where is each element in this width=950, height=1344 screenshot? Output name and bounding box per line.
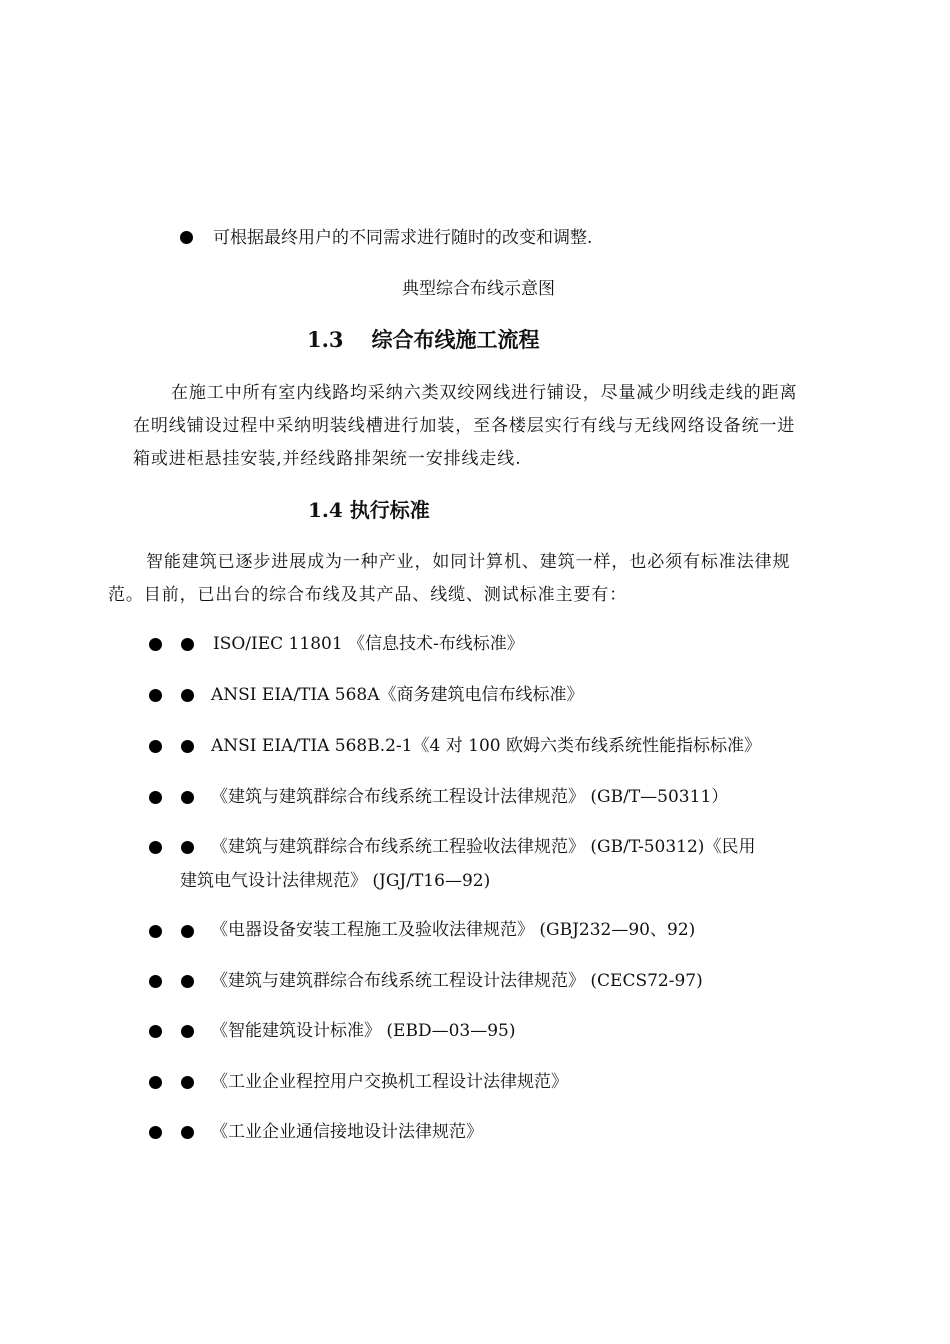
bullet-icon xyxy=(149,689,162,702)
bullet-icon xyxy=(181,638,194,651)
bullet-icon xyxy=(149,791,162,804)
bullet-icon xyxy=(149,975,162,988)
list-item-text: 《工业企业通信接地设计法律规范》 xyxy=(211,1122,483,1142)
bullet-icon xyxy=(149,1025,162,1038)
list-item-text: 《建筑与建筑群综合布线系统工程验收法律规范》 (GB/T-50312)《民用 xyxy=(211,837,756,857)
section-1-4-heading: 1.4 执行标准 xyxy=(308,498,430,522)
section-title: 综合布线施工流程 xyxy=(371,327,540,352)
bullet-icon xyxy=(149,740,162,753)
paragraph-line: 智能建筑已逐步进展成为一种产业，如同计算机、建筑一样，也必须有标准法律规 xyxy=(146,552,791,572)
list-item-text: 《智能建筑设计标准》 (EBD—03—95) xyxy=(211,1021,516,1041)
bullet-icon xyxy=(180,231,193,244)
top-bullet-text: 可根据最终用户的不同需求进行随时的改变和调整. xyxy=(213,228,593,248)
bullet-icon xyxy=(181,1025,194,1038)
bullet-icon xyxy=(181,975,194,988)
bullet-icon xyxy=(181,740,194,753)
bullet-icon xyxy=(149,1126,162,1139)
bullet-icon xyxy=(181,841,194,854)
paragraph-line: 在施工中所有室内线路均采纳六类双绞网线进行铺设，尽量减少明线走线的距离 xyxy=(171,383,798,403)
list-item-text: 《电器设备安装工程施工及验收法律规范》 (GBJ232—90、92) xyxy=(211,920,696,940)
section-1-3-heading xyxy=(307,326,540,354)
list-item-text: ISO/IEC 11801 《信息技术-布线标准》 xyxy=(213,634,524,654)
bullet-icon xyxy=(181,925,194,938)
list-item-text: 《建筑与建筑群综合布线系统工程设计法律规范》 (CECS72-97) xyxy=(211,971,703,991)
bullet-icon xyxy=(181,1076,194,1089)
list-item-text: 《工业企业程控用户交换机工程设计法律规范》 xyxy=(211,1072,568,1092)
paragraph-line: 范。目前，已出台的综合布线及其产品、线缆、测试标准主要有： xyxy=(108,585,628,605)
figure-caption: 典型综合布线示意图 xyxy=(402,279,555,299)
list-item-text: ANSI EIA/TIA 568A《商务建筑电信布线标准》 xyxy=(211,685,584,705)
list-item-text: ANSI EIA/TIA 568B.2-1《4 对 100 欧姆六类布线系统性能指标标准》 xyxy=(211,736,761,756)
paragraph-line: 箱或进柜悬挂安装,并经线路排架统一安排线走线. xyxy=(133,449,522,469)
list-item-text-continuation: 建筑电气设计法律规范》 (JGJ/T16—92) xyxy=(180,871,491,891)
section-1-3-paragraph xyxy=(133,377,798,476)
section-1-4-paragraph xyxy=(108,546,790,612)
section-number: 1.3 xyxy=(307,327,344,352)
bullet-icon xyxy=(149,925,162,938)
bullet-icon xyxy=(149,1076,162,1089)
list-item-text: 《建筑与建筑群综合布线系统工程设计法律规范》 (GB/T—50311） xyxy=(211,787,729,807)
bullet-icon xyxy=(149,638,162,651)
bullet-icon xyxy=(181,689,194,702)
paragraph-line: 在明线铺设过程中采纳明装线槽进行加装，至各楼层实行有线与无线网络设备统一进 xyxy=(133,416,796,436)
bullet-icon xyxy=(181,1126,194,1139)
bullet-icon xyxy=(181,791,194,804)
bullet-icon xyxy=(149,841,162,854)
